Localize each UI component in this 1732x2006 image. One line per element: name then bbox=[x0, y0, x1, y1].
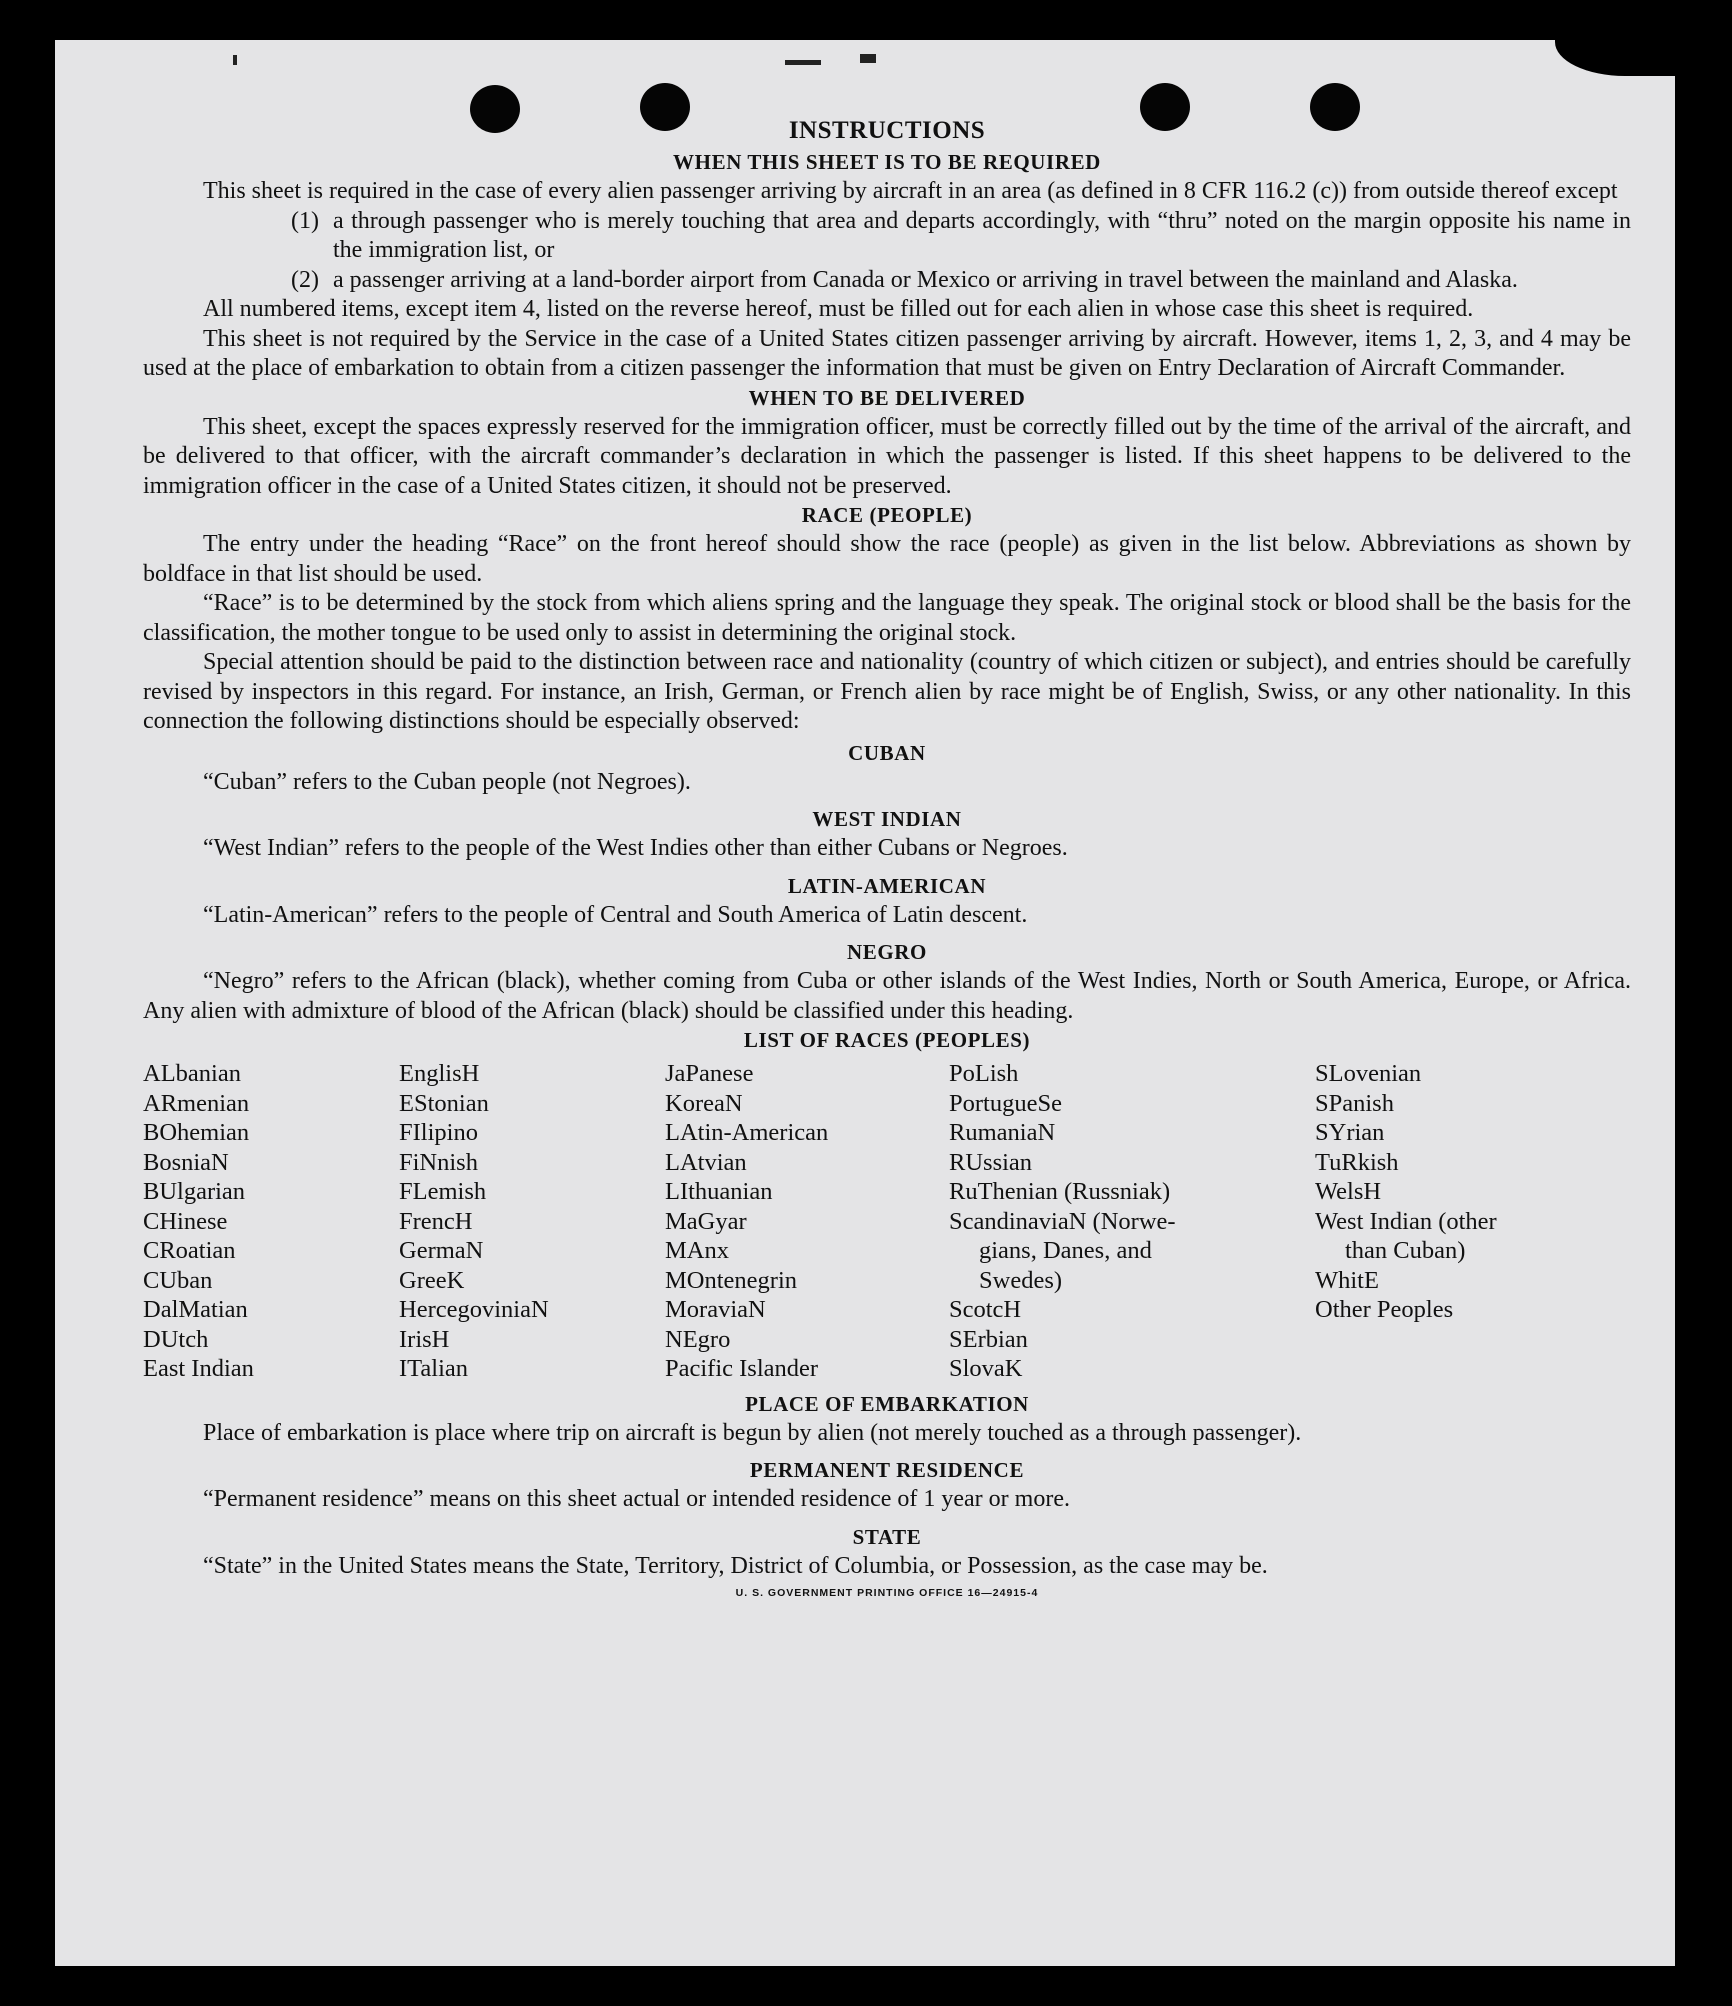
section-heading: LATIN-AMERICAN bbox=[787, 873, 987, 898]
section-heading: CUBAN bbox=[848, 740, 926, 765]
race-item: MOntenegrin bbox=[665, 1266, 797, 1294]
race-item: Other Peoples bbox=[1315, 1296, 1454, 1323]
section-heading: NEGRO bbox=[846, 940, 927, 964]
race-column bbox=[399, 1059, 665, 1384]
scan-mark bbox=[785, 60, 821, 65]
race-item: DalMatian bbox=[143, 1296, 248, 1323]
race-column bbox=[665, 1059, 949, 1384]
paragraph: “Negro” refers to the African (black), whether coming from Cuba or other islands of the West Indies, North or South America, Europe, or Africa. Any alien with admixture of blood of the African (black) should be classified under this heading. bbox=[143, 968, 1631, 1024]
race-item: CRoatian bbox=[143, 1237, 236, 1264]
race-item: EStonian bbox=[399, 1089, 489, 1117]
paragraph: Place of embarkation is place where trip on aircraft is begun by alien (not merely touched as a through passenger). bbox=[203, 1419, 1302, 1446]
paragraph: “Cuban” refers to the Cuban people (not Negroes). bbox=[203, 768, 691, 795]
race-item: CUban bbox=[143, 1266, 213, 1294]
race-item: WhitE bbox=[1315, 1266, 1379, 1294]
race-item: ITalian bbox=[399, 1355, 469, 1382]
race-item: MoraviaN bbox=[665, 1296, 766, 1323]
race-item: SPanish bbox=[1315, 1089, 1394, 1117]
scan-mark bbox=[860, 54, 876, 63]
paragraph: “Race” is to be determined by the stock from which aliens spring and the language they speak. The original stock or blood shall be the basis for the classification, the mother tongue to be used only to assist in determining the original stock. bbox=[143, 590, 1631, 646]
race-item: IrisH bbox=[399, 1325, 450, 1353]
list-item bbox=[143, 207, 1631, 266]
paragraph: This sheet, except the spaces expressly reserved for the immigration officer, must be correctly filled out by the time of the arrival of the aircraft, and be delivered to that officer, with the aircraft commander’s declaration in which the passenger is listed. If this sheet happens to be delivered to the immigration officer in the case of a United States citizen, it should not be preserved. bbox=[143, 413, 1631, 499]
torn-corner bbox=[1555, 40, 1675, 76]
race-item: PortugueSe bbox=[949, 1089, 1062, 1117]
race-item: JaPanese bbox=[665, 1060, 754, 1087]
race-item-continued: gians, Danes, and bbox=[979, 1237, 1152, 1264]
race-item: West Indian (other bbox=[1315, 1207, 1497, 1235]
paragraph: “West Indian” refers to the people of the West Indies other than either Cubans or Negroes. bbox=[203, 835, 1068, 861]
list-number: (2) bbox=[291, 266, 319, 293]
race-item: BUlgarian bbox=[143, 1178, 246, 1205]
race-item: LAtvian bbox=[665, 1148, 747, 1176]
section-heading: LIST OF RACES (PEOPLES) bbox=[743, 1028, 1031, 1052]
race-item: SYrian bbox=[1315, 1119, 1385, 1146]
race-item: KoreaN bbox=[665, 1089, 743, 1117]
section-heading: STATE bbox=[852, 1524, 922, 1549]
list-text: a through passenger who is merely touching that area and departs accordingly, with “thru” noted on the margin opposite his name in the immigration list, or bbox=[333, 207, 1631, 263]
race-item: DUtch bbox=[143, 1325, 209, 1353]
race-item: LAtin-American bbox=[665, 1119, 829, 1146]
race-item: NEgro bbox=[665, 1325, 731, 1353]
paragraph: This sheet is required in the case of every alien passenger arriving by aircraft in an area (as defined in 8 CFR 116.2 (c)) from outside thereof except bbox=[203, 178, 1618, 204]
race-item: BosniaN bbox=[143, 1148, 229, 1176]
race-item: RuThenian (Russniak) bbox=[949, 1178, 1171, 1205]
race-column bbox=[143, 1059, 399, 1384]
race-item: TuRkish bbox=[1315, 1148, 1399, 1176]
race-item: GermaN bbox=[399, 1237, 484, 1264]
race-item-continued: Swedes) bbox=[979, 1266, 1063, 1294]
section-heading: WHEN THIS SHEET IS TO BE REQUIRED bbox=[673, 150, 1101, 174]
printer-imprint: U. S. GOVERNMENT PRINTING OFFICE 16—24915-4 bbox=[735, 1587, 1039, 1599]
race-item: BOhemian bbox=[143, 1119, 250, 1146]
section-heading: WEST INDIAN bbox=[812, 807, 962, 831]
race-item: FLemish bbox=[399, 1178, 487, 1205]
race-item: FrencH bbox=[399, 1207, 473, 1235]
race-item: SlovaK bbox=[949, 1355, 1023, 1382]
section-heading: WHEN TO BE DELIVERED bbox=[748, 385, 1026, 410]
section-heading: PLACE OF EMBARKATION bbox=[745, 1391, 1029, 1416]
race-item-continued: than Cuban) bbox=[1345, 1237, 1466, 1264]
race-item: ScandinaviaN (Norwe- bbox=[949, 1207, 1176, 1235]
race-item: Pacific Islander bbox=[665, 1355, 819, 1382]
race-item: HercegoviniaN bbox=[399, 1296, 549, 1323]
race-item: MAnx bbox=[665, 1237, 729, 1264]
race-item: FIlipino bbox=[399, 1119, 478, 1146]
race-list bbox=[143, 1059, 1631, 1384]
paragraph: “Latin-American” refers to the people of Central and South America of Latin descent. bbox=[203, 901, 1028, 928]
race-item: LIthuanian bbox=[665, 1178, 773, 1205]
race-column bbox=[1315, 1059, 1625, 1384]
race-column bbox=[949, 1059, 1315, 1384]
paragraph: Special attention should be paid to the distinction between race and nationality (country of which citizen or subject), and entries should be carefully revised by inspectors in this regard. For instance, an Irish, German, or French alien by race might be of English, Swiss, or any other nationality. In this connection the following distinctions should be especially observed: bbox=[143, 649, 1631, 734]
list-item bbox=[143, 266, 1631, 296]
list-number: (1) bbox=[291, 207, 319, 234]
paragraph: “State” in the United States means the State, Territory, District of Columbia, or Possession, as the case may be. bbox=[203, 1552, 1268, 1579]
race-item: ScotcH bbox=[949, 1296, 1022, 1323]
race-item: EnglisH bbox=[399, 1060, 480, 1087]
section-heading: RACE (PEOPLE) bbox=[801, 503, 973, 527]
page-title: INSTRUCTIONS bbox=[788, 117, 986, 144]
race-item: RUssian bbox=[949, 1148, 1033, 1176]
race-item: ARmenian bbox=[143, 1089, 250, 1117]
race-item: RumaniaN bbox=[949, 1119, 1056, 1146]
section-heading: PERMANENT RESIDENCE bbox=[749, 1458, 1025, 1482]
document-page bbox=[55, 40, 1675, 1966]
race-item: SErbian bbox=[949, 1325, 1028, 1353]
list-text: a passenger arriving at a land-border airport from Canada or Mexico or arriving in travel between the mainland and Alaska. bbox=[333, 266, 1518, 293]
race-item: MaGyar bbox=[665, 1207, 747, 1235]
race-item: East Indian bbox=[143, 1355, 254, 1382]
paragraph: The entry under the heading “Race” on the front hereof should show the race (people) as given in the list below. Abbreviations as shown by boldface in that list should be used. bbox=[143, 531, 1631, 587]
scan-mark bbox=[233, 55, 237, 65]
race-item: GreeK bbox=[399, 1266, 465, 1294]
race-item: ALbanian bbox=[143, 1060, 241, 1087]
instructions-content bbox=[143, 114, 1631, 1599]
race-item: CHinese bbox=[143, 1207, 228, 1235]
race-item: SLovenian bbox=[1315, 1060, 1422, 1087]
race-item: FiNnish bbox=[399, 1148, 478, 1176]
paragraph: All numbered items, except item 4, listed on the reverse hereof, must be filled out for each alien in whose case this sheet is required. bbox=[203, 296, 1474, 322]
paragraph: This sheet is not required by the Service in the case of a United States citizen passenger arriving by aircraft. However, items 1, 2, 3, and 4 may be used at the place of embarkation to obtain from a citizen passenger the information that must be given on Entry Declaration of Aircraft Commander. bbox=[143, 325, 1631, 381]
race-item: PoLish bbox=[949, 1060, 1019, 1087]
race-item: WelsH bbox=[1315, 1178, 1382, 1205]
paragraph: “Permanent residence” means on this sheet actual or intended residence of 1 year or more. bbox=[203, 1486, 1070, 1512]
